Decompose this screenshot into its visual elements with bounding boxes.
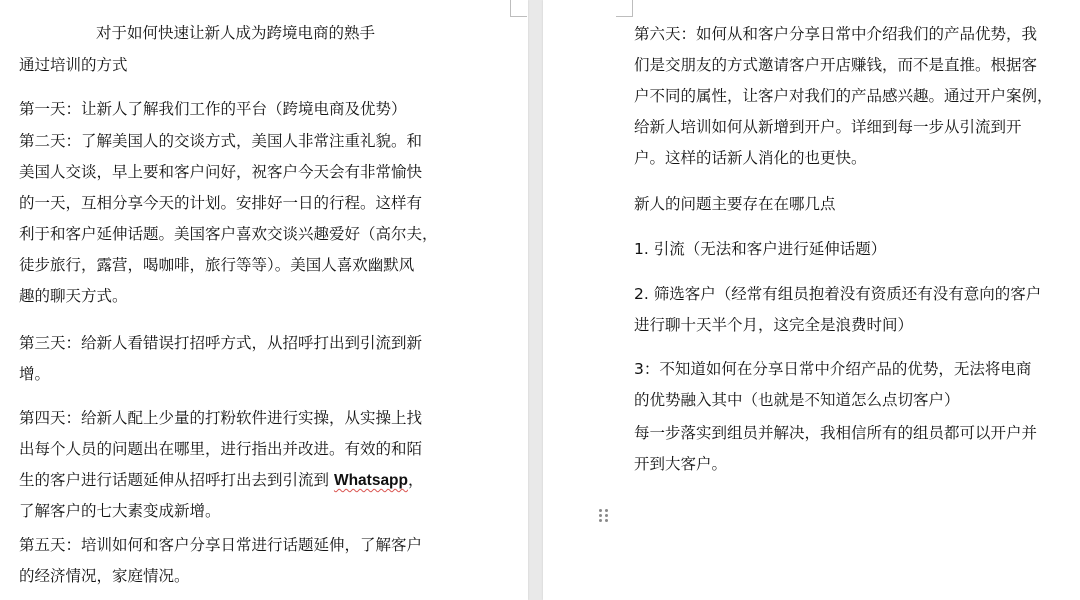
- day4-paragraph: [19, 403, 424, 527]
- conclusion-line: 开到大客户。: [634, 455, 728, 473]
- day5-line: 第五天：培训如何和客户分享日常进行话题延伸，了解客户: [19, 536, 423, 554]
- page-corner-mark: [510, 0, 527, 17]
- conclusion-line: 每一步落实到组员并解决，我相信所有的组员都可以开户并: [634, 424, 1038, 442]
- day1-paragraph: 第一天：让新人了解我们工作的平台（跨境电商及优势）: [19, 100, 407, 118]
- page-right[interactable]: [543, 0, 1080, 600]
- day2-line: 第二天：了解美国人的交谈方式，美国人非常注重礼貌。和: [19, 132, 423, 150]
- doc-subtitle: 通过培训的方式: [19, 56, 128, 74]
- day2-paragraph: [19, 126, 438, 312]
- day3-paragraph: [19, 328, 422, 390]
- day4-line: 了解客户的七大素变成新增。: [19, 502, 221, 520]
- problem3-line: 3：不知道如何在分享日常中介绍产品的优势，无法将电商: [634, 360, 1032, 378]
- drag-handle-icon[interactable]: [599, 509, 609, 523]
- day4-line3-prefix: 生的客户进行话题延伸从招呼打出去到引流到: [19, 471, 334, 489]
- day2-line: 美国人交谈，早上要和客户问好，祝客户今天会有非常愉快: [19, 163, 423, 181]
- day6-line: 给新人培训如何从新增到开户。详细到每一步从引流到开: [634, 118, 1022, 136]
- day3-line: 增。: [19, 365, 51, 383]
- day6-line: 第六天：如何从和客户分享日常中介绍我们的产品优势，我: [634, 25, 1038, 43]
- problem2-line: 进行聊十天半个月，这完全是浪费时间）: [634, 316, 914, 334]
- problem-item-1: 1. 引流（无法和客户进行延伸话题）: [634, 240, 887, 258]
- problem-item-3: [634, 354, 1031, 416]
- problem3-line: 的优势融入其中（也就是不知道怎么点切客户）: [634, 391, 960, 409]
- day5-line: 的经济情况，家庭情况。: [19, 567, 190, 585]
- day6-line: 户。这样的话新人消化的也更快。: [634, 149, 867, 167]
- day2-line: 利于和客户延伸话题。美国客户喜欢交谈兴趣爱好（高尔夫，: [19, 225, 438, 243]
- problem2-line: 2. 筛选客户（经常有组员抱着没有资质还有没有意向的客户: [634, 285, 1042, 303]
- day2-line: 的一天，互相分享今天的计划。安排好一日的行程。这样有: [19, 194, 423, 212]
- day5-paragraph: [19, 530, 422, 592]
- conclusion-paragraph: [634, 418, 1037, 480]
- day4-line3-suffix: ，: [408, 471, 424, 489]
- day6-line: 户不同的属性，让客户对我们的产品感兴趣。通过开户案例，: [634, 87, 1053, 105]
- page-left[interactable]: [0, 0, 528, 600]
- page-corner-mark: [616, 0, 633, 17]
- day2-line: 徒步旅行，露营，喝咖啡，旅行等等）。美国人喜欢幽默风: [19, 256, 415, 274]
- problems-heading: 新人的问题主要存在在哪几点: [634, 195, 836, 213]
- day3-line: 第三天：给新人看错误打招呼方式，从招呼打出到引流到新: [19, 334, 423, 352]
- day4-line: [19, 465, 424, 496]
- day6-paragraph: [634, 19, 1053, 174]
- problem-item-2: [634, 279, 1041, 341]
- day4-line: 出每个人员的问题出在哪里，进行指出并改进。有效的和陌: [19, 440, 423, 458]
- day2-line: 趣的聊天方式。: [19, 287, 128, 305]
- doc-title: 对于如何快速让新人成为跨境电商的熟手: [96, 24, 376, 42]
- day4-line: 第四天：给新人配上少量的打粉软件进行实操，从实操上找: [19, 409, 423, 427]
- day6-line: 们是交朋友的方式邀请客户开店赚钱，而不是直推。根据客: [634, 56, 1038, 74]
- spellcheck-word[interactable]: Whatsapp: [333, 472, 408, 489]
